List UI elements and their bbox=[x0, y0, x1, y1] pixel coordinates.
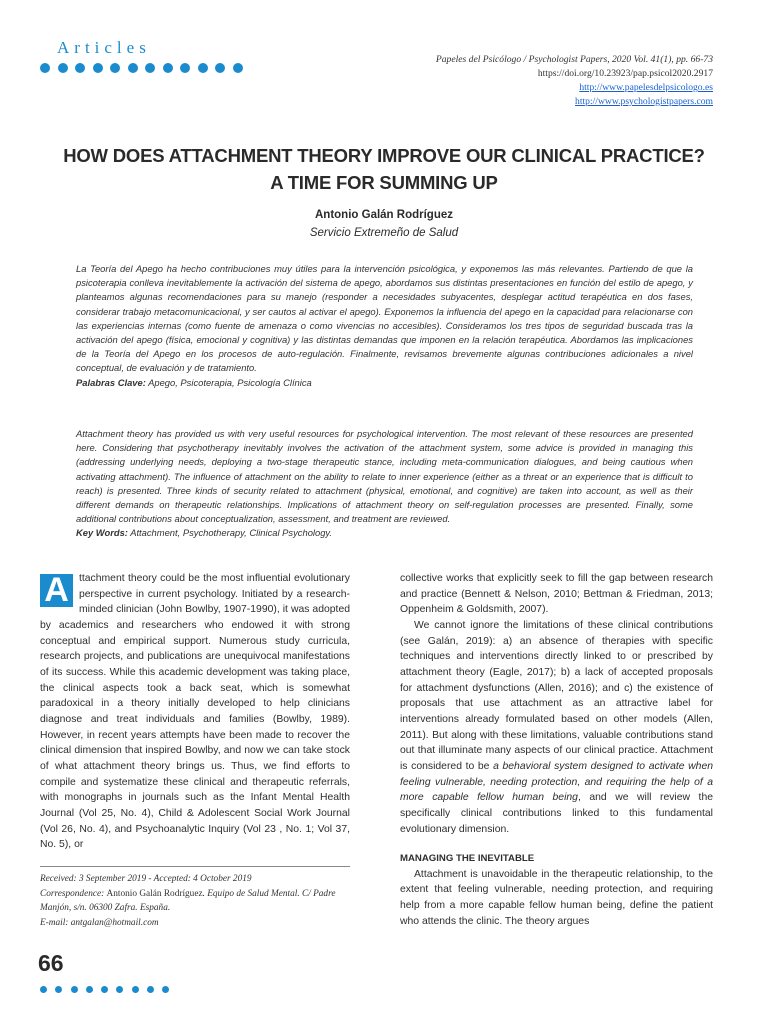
right-paragraph-2-text-a: We cannot ignore the limitations of these clinical contributions (see Galán, 2019): a) an absence of therapies with specific techniques and interventions directly linked to or prescribed by attachment theory (Eagle, 2017); b) a lack of accepted proposals for attachment dysfunctions (Allen, 2016); and c) the existence of proposals that use attachment as an attractive label for interventions already formulated based on other models (Allen, 2011). But along with these limitations, valuable contributions stand out that illuminate many aspects of our clinical practice. Attachment is considered to be bbox=[400, 619, 713, 772]
right-paragraph-1: collective works that explicitly seek to fill the gap between research and practice (Bennett & Nelson, 2010; Bettman & Friedman, 2013; Oppenheim & Goldsmith, 2007). bbox=[400, 573, 713, 616]
title-line-1: HOW DOES ATTACHMENT THEORY IMPROVE OUR CLINICAL PRACTICE? bbox=[63, 145, 705, 166]
footnote bbox=[40, 872, 350, 930]
dot bbox=[132, 986, 139, 993]
keywords-en-label: Key Words: bbox=[76, 527, 128, 539]
right-paragraph-2 bbox=[400, 618, 713, 837]
page-number: 66 bbox=[38, 950, 64, 976]
dot bbox=[163, 63, 173, 73]
dot bbox=[93, 63, 103, 73]
dot bbox=[145, 63, 155, 73]
dot bbox=[101, 986, 108, 993]
abstract-spanish bbox=[76, 262, 693, 390]
article-title bbox=[40, 142, 728, 196]
doi: https://doi.org/10.23923/pap.psicol2020.2917 bbox=[537, 68, 713, 79]
dot bbox=[198, 63, 208, 73]
right-paragraph-3: Attachment is unavoidable in the therapeutic relationship, to the extent that feeling vulnerable, needing protection, and requiring help from a more capable fellow human being, define the patient who attends the clinic. The theory argues bbox=[400, 868, 713, 927]
link-psychologist-papers[interactable]: http://www.psychologistpapers.com bbox=[575, 96, 713, 107]
author-affiliation: Servicio Extremeño de Salud bbox=[309, 227, 459, 239]
correspondence-name: Antonio Galán Rodríguez bbox=[106, 888, 203, 899]
dot bbox=[71, 986, 78, 993]
body-left-column bbox=[40, 571, 350, 853]
dot bbox=[128, 63, 138, 73]
email: E-mail: antgalan@hotmail.com bbox=[40, 917, 159, 928]
dot bbox=[116, 986, 123, 993]
section-label: Articles bbox=[57, 38, 151, 57]
dot bbox=[147, 986, 154, 993]
abstract-es-text: La Teoría del Apego ha hecho contribuciones muy útiles para la intervención psicológica, y exponemos las más relevantes. Partiendo de que la psicoterapia conlleva inevitablemente la activación del sistema de apego, abordamos sus distintas presentaciones en función del estilo de apego, y planteamos algunas recomendaciones para su manejo (responder a necesidades subyacentes, desplegar actitud terapéutica en dos fases, considerar trabajo metacomunicacional, y ser cautos al activar el apego). Exponemos la influencia del apego en la capacidad para relacionarse con las experiencias internas (como fuente de amenaza o como vivencias no accesibles). Consideramos los tres tipos de seguridad buscada tras la activación del apego (física, emocional y cognitiva) y las distintas demandas que imponen en la relación terapéutica. Abordamos las implicaciones de la Teoría del Apego en los procesos de auto-regulación. Finalmente, revisamos brevemente algunas contribuciones adicionales a nivel conceptual, de evaluación y de tratamiento. bbox=[76, 263, 693, 374]
dot bbox=[40, 63, 50, 73]
dot bbox=[233, 63, 243, 73]
title-line-2: A TIME FOR SUMMING UP bbox=[270, 172, 498, 193]
correspondence-label: Correspondence: bbox=[40, 888, 105, 899]
keywords-es-label: Palabras Clave: bbox=[76, 376, 146, 388]
right-paragraph-2-italic: a behavioral system designed to activate when feeling vulnerable, needing protection, and requiring the help of a more capable fellow human being bbox=[400, 760, 713, 804]
received-dates: Received: 3 September 2019 - Accepted: 4 October 2019 bbox=[40, 874, 252, 884]
dot bbox=[86, 986, 93, 993]
keywords-es: Apego, Psicoterapia, Psicología Clínica bbox=[148, 376, 312, 388]
dot bbox=[40, 986, 47, 993]
abstract-english bbox=[76, 427, 693, 541]
author-name: Antonio Galán Rodríguez bbox=[315, 209, 453, 221]
footnote-rule bbox=[40, 866, 350, 867]
dot bbox=[58, 63, 68, 73]
footer-dot-row bbox=[40, 986, 169, 993]
section-heading: MANAGING THE INEVITABLE bbox=[400, 853, 535, 865]
dot bbox=[215, 63, 225, 73]
journal-citation: Papeles del Psicólogo / Psychologist Papers, 2020 Vol. 41(1), pp. 66-73 bbox=[435, 54, 713, 65]
keywords-en: Attachment, Psychotherapy, Clinical Psychology. bbox=[130, 527, 333, 539]
drop-cap: A bbox=[40, 574, 73, 607]
body-right-column bbox=[400, 571, 713, 929]
correspondence-address: . Equipo de Salud Mental. C/ Padre Manjón, s/n. 06300 Zafra. España. bbox=[40, 888, 336, 914]
abstract-en-text: Attachment theory has provided us with very useful resources for psychological intervention. The most relevant of these resources are presented here. Considering that psychotherapy inevitably involves the activation of the attachment system, some advice is provided in managing this (addressing underlying needs, deploying a two-stage therapeutic stance, including meta-communication dialogues, and being cautious when activating attachment). The influence of attachment on the ability to relate to inner experience (either as a threat or an experience that is difficult to reach) is presented. Three kinds of security related to attachment (physical, emotional, and cognitive) are taken into account, as well as their different demands on therapeutic relationships. Implications of attachment theory on self-regulation processes are presented. Finally, some additional contributions about conceptualization, assessment, and treatment are reviewed. bbox=[76, 428, 693, 525]
left-paragraph-1: ttachment theory could be the most influential evolutionary perspective in current psychology. Initiated by a research-minded clinician (John Bowlby, 1907-1990), it was adopted by academics and researchers who endowed it with strong conceptual and empirical support. Numerous study curricula, research projects, and publications are unequivocal manifestations of its success. While this academic development was taking place, the clinical aspects took a back seat, which is somewhat paradoxical in a theory initially developed to help clinicians diagnose and treat individuals and families (Bowlby, 1989). However, in recent years attempts have been made to recover the clinical dimension that inspired Bowlby, and now we can take stock of what attachment theory brings us. Thus, we find efforts to compile and systematize these clinical and therapeutic referrals, with monographs in journals such as the Infant Mental Health Journal (Vol 25, No. 4), Child & Adolescent Social Work Journal (Vol 26, No. 4), and Psychoanalytic Inquiry (Vol 23 , No. 1; Vol 37, No. 5), or bbox=[40, 573, 350, 851]
header-dot-row bbox=[40, 63, 243, 73]
journal-reference bbox=[313, 53, 713, 109]
dot bbox=[75, 63, 85, 73]
correspondence bbox=[40, 887, 350, 916]
dot bbox=[180, 63, 190, 73]
dot bbox=[55, 986, 62, 993]
dot bbox=[110, 63, 120, 73]
link-papeles[interactable]: http://www.papelesdelpsicologo.es bbox=[579, 82, 713, 93]
dot bbox=[162, 986, 169, 993]
right-paragraph-2-text-b: , and we will review the specifically clinical contributions linked to this fundamental evolutionary dimension. bbox=[400, 792, 713, 835]
